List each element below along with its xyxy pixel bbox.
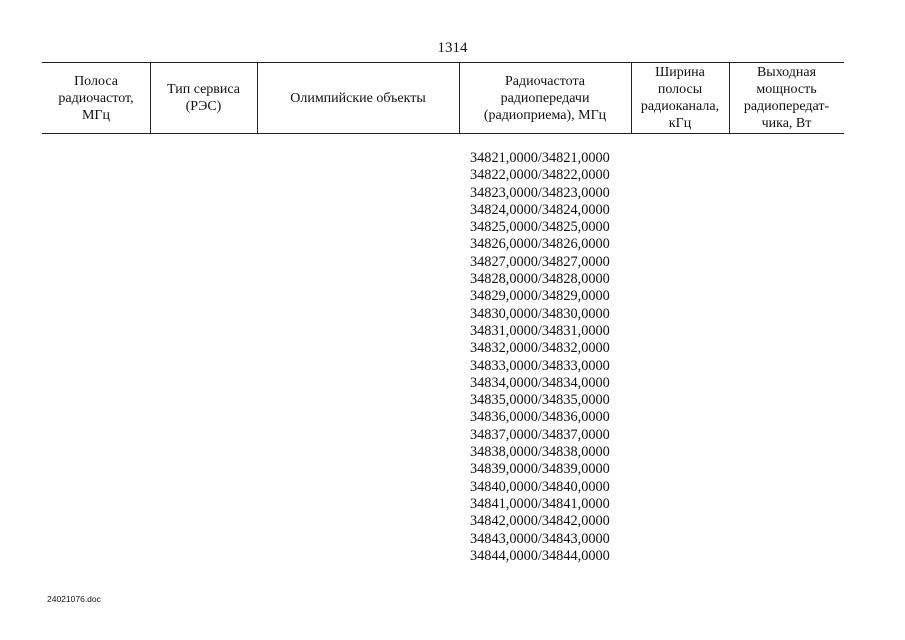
frequency-entry: 34826,0000/34826,0000 xyxy=(470,236,610,253)
document-filename: 24021076.doc xyxy=(47,594,101,604)
frequency-entry: 34833,0000/34833,0000 xyxy=(470,357,610,374)
header-line: радиоканала, xyxy=(640,99,720,114)
header-radio-frequency xyxy=(459,63,631,133)
frequency-entry: 34828,0000/34828,0000 xyxy=(470,271,610,288)
frequency-entry: 34835,0000/34835,0000 xyxy=(470,392,610,409)
header-line: полосы xyxy=(657,82,703,97)
frequency-entry: 34838,0000/34838,0000 xyxy=(470,444,610,461)
frequency-entry: 34837,0000/34837,0000 xyxy=(470,426,610,443)
frequency-entry: 34843,0000/34843,0000 xyxy=(470,530,610,547)
frequency-entry: 34839,0000/34839,0000 xyxy=(470,461,610,478)
frequency-list xyxy=(470,150,610,565)
header-line: (РЭС) xyxy=(185,99,222,114)
frequency-entry: 34842,0000/34842,0000 xyxy=(470,513,610,530)
frequency-entry: 34825,0000/34825,0000 xyxy=(470,219,610,236)
frequency-entry: 34827,0000/34827,0000 xyxy=(470,253,610,270)
header-line: Ширина xyxy=(655,65,705,80)
frequency-entry: 34844,0000/34844,0000 xyxy=(470,547,610,564)
frequency-entry: 34840,0000/34840,0000 xyxy=(470,478,610,495)
header-line: Полоса xyxy=(74,73,118,89)
header-channel-width xyxy=(631,63,729,133)
header-line: МГц xyxy=(81,107,111,123)
header-line: мощность xyxy=(756,82,817,97)
header-line: кГц xyxy=(668,116,692,131)
frequency-entry: 34824,0000/34824,0000 xyxy=(470,201,610,218)
header-service-type xyxy=(150,63,257,133)
header-olympic-objects xyxy=(257,63,459,133)
header-line: Радиочастота xyxy=(505,73,585,89)
frequency-entry: 34821,0000/34821,0000 xyxy=(470,150,610,166)
frequency-entry: 34823,0000/34823,0000 xyxy=(470,184,610,201)
table-header xyxy=(42,62,844,134)
frequency-entry: 34834,0000/34834,0000 xyxy=(470,374,610,391)
frequency-entry: 34832,0000/34832,0000 xyxy=(470,340,610,357)
header-output-power xyxy=(729,63,844,133)
frequency-entry: 34841,0000/34841,0000 xyxy=(470,495,610,512)
frequency-entry: 34829,0000/34829,0000 xyxy=(470,288,610,305)
header-line: радиочастот, xyxy=(58,90,134,106)
header-line: радиопередачи xyxy=(500,90,590,106)
frequency-entry: 34822,0000/34822,0000 xyxy=(470,167,610,184)
frequency-entry: 34830,0000/34830,0000 xyxy=(470,305,610,322)
header-line: радиопередат- xyxy=(743,99,830,114)
header-frequency-band xyxy=(42,63,150,133)
header-line: чика, Вт xyxy=(761,116,812,131)
header-line: Выходная xyxy=(756,65,817,80)
page-number: 1314 xyxy=(437,40,468,56)
frequency-entry: 34836,0000/34836,0000 xyxy=(470,409,610,426)
header-line: Тип сервиса xyxy=(167,82,240,97)
header-line: (радиоприема), МГц xyxy=(483,107,607,123)
header-line: Олимпийские объекты xyxy=(290,90,426,106)
frequency-entry: 34831,0000/34831,0000 xyxy=(470,322,610,339)
